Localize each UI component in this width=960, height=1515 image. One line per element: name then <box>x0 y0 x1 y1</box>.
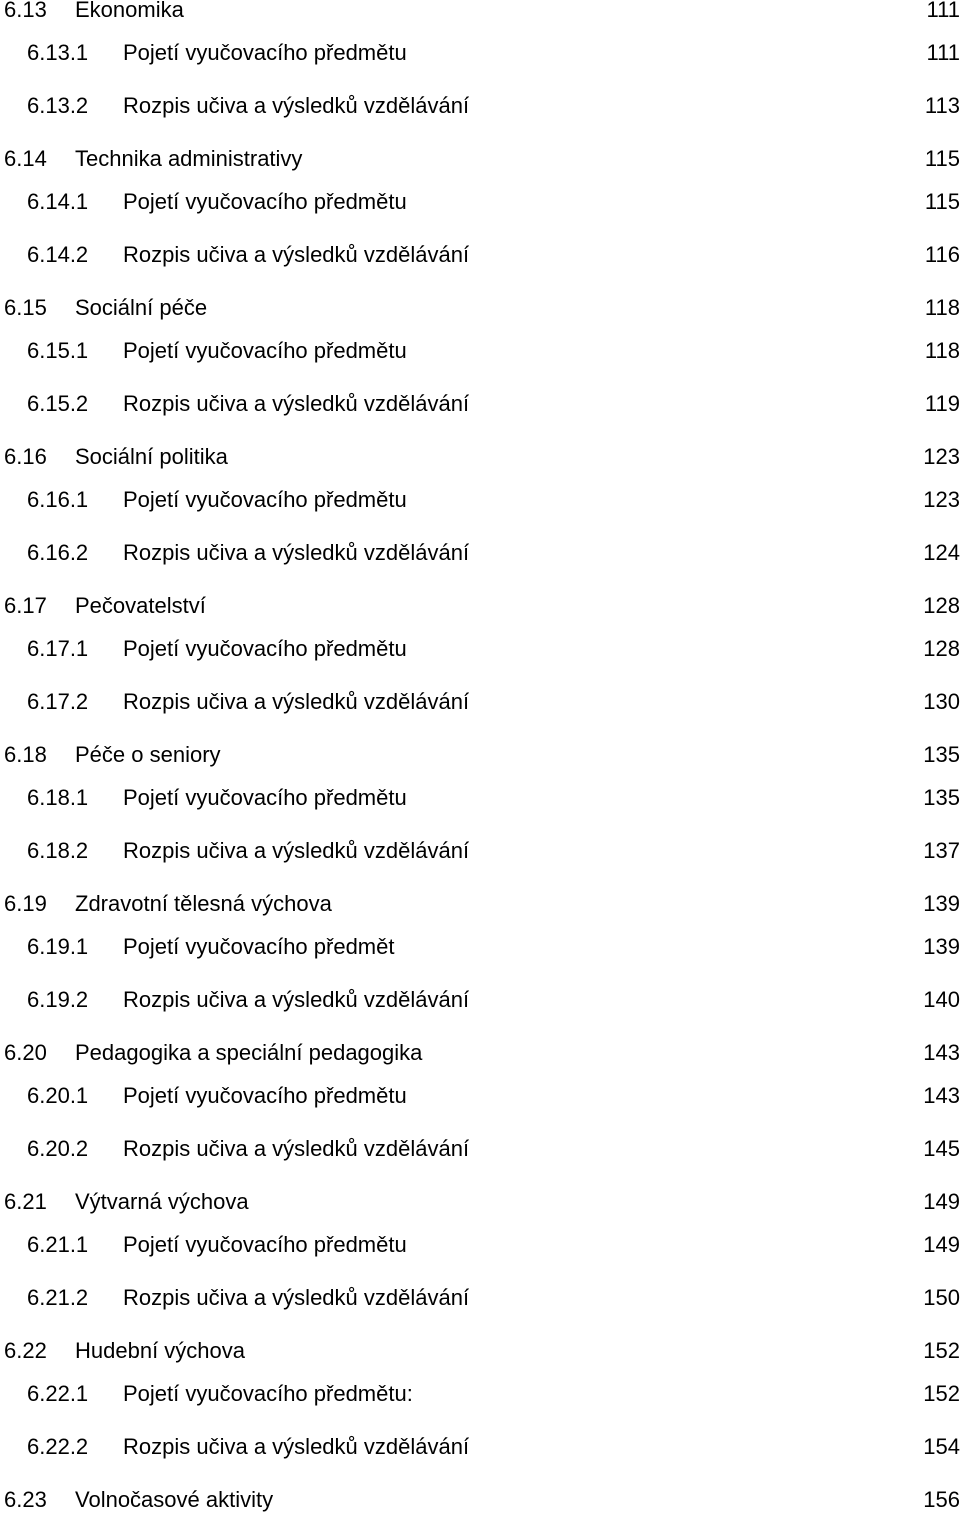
toc-entry-title: Pedagogika a speciální pedagogika <box>75 1040 423 1065</box>
toc-subsection-entry[interactable] <box>0 240 960 270</box>
toc-entry-number: 6.16.1 <box>27 487 89 512</box>
toc-entry-number: 6.19.2 <box>27 987 89 1012</box>
toc-section-entry[interactable] <box>0 293 960 323</box>
toc-entry-title: Pojetí vyučovacího předmětu <box>123 189 407 214</box>
toc-subsection-entry[interactable] <box>0 932 960 962</box>
toc-entry-number: 6.13.2 <box>27 93 89 118</box>
toc-section-entry[interactable] <box>0 1038 960 1068</box>
toc-subsection-entry[interactable] <box>0 687 960 717</box>
toc-section-entry[interactable] <box>0 1485 960 1515</box>
toc-subsection-entry[interactable] <box>0 1081 960 1111</box>
toc-entry-number: 6.18.2 <box>27 838 89 863</box>
toc-entry-number: 6.22.2 <box>27 1434 89 1459</box>
toc-entry-page-number: 140 <box>923 987 960 1012</box>
toc-entry-page-number: 152 <box>923 1338 960 1363</box>
toc-entry-title: Pojetí vyučovacího předmětu <box>123 1232 407 1257</box>
toc-entry-page-number: 149 <box>923 1232 960 1257</box>
toc-subsection-entry[interactable] <box>0 634 960 664</box>
toc-entry-page-number: 149 <box>923 1189 960 1214</box>
toc-entry-number: 6.15.1 <box>27 338 89 363</box>
toc-section-entry[interactable] <box>0 740 960 770</box>
toc-entry-number: 6.22.1 <box>27 1381 89 1406</box>
toc-entry-number: 6.14 <box>4 146 47 171</box>
toc-section-entry[interactable] <box>0 1187 960 1217</box>
toc-entry-page-number: 135 <box>923 785 960 810</box>
toc-subsection-entry[interactable] <box>0 91 960 121</box>
toc-entry-title: Hudební výchova <box>75 1338 245 1363</box>
toc-entry-page-number: 115 <box>924 146 960 171</box>
toc-entry-title: Rozpis učiva a výsledků vzdělávání <box>123 987 470 1012</box>
toc-entry-page-number: 123 <box>923 444 960 469</box>
toc-entry-title: Rozpis učiva a výsledků vzdělávání <box>123 391 470 416</box>
toc-entry-number: 6.21 <box>4 1189 47 1214</box>
toc-entry-title: Rozpis učiva a výsledků vzdělávání <box>123 242 470 267</box>
toc-entry-page-number: 135 <box>923 742 960 767</box>
toc-section-entry[interactable] <box>0 889 960 919</box>
toc-entry-page-number: 113 <box>924 93 960 118</box>
toc-subsection-entry[interactable] <box>0 1134 960 1164</box>
toc-entry-page-number: 130 <box>923 689 960 714</box>
toc-entry-number: 6.17.2 <box>27 689 89 714</box>
toc-subsection-entry[interactable] <box>0 187 960 217</box>
toc-entry-page-number: 152 <box>923 1381 960 1406</box>
toc-entry-title: Rozpis učiva a výsledků vzdělávání <box>123 689 470 714</box>
toc-entry-page-number: 116 <box>924 242 960 267</box>
toc-subsection-entry[interactable] <box>0 1432 960 1462</box>
toc-entry-number: 6.20 <box>4 1040 47 1065</box>
toc-entry-number: 6.16.2 <box>27 540 89 565</box>
toc-entry-number: 6.15 <box>4 295 47 320</box>
toc-entry-page-number: 118 <box>924 295 960 320</box>
toc-entry-page-number: 124 <box>923 540 960 565</box>
toc-entry-title: Pečovatelství <box>75 593 206 618</box>
toc-entry-title: Výtvarná výchova <box>75 1189 249 1214</box>
toc-entry-page-number: 156 <box>923 1487 960 1512</box>
toc-entry-page-number: 150 <box>923 1285 960 1310</box>
toc-subsection-entry[interactable] <box>0 336 960 366</box>
toc-entry-title: Pojetí vyučovacího předmětu <box>123 785 407 810</box>
toc-entry-page-number: 128 <box>923 636 960 661</box>
toc-entry-title: Zdravotní tělesná výchova <box>75 891 332 916</box>
toc-entry-title: Ekonomika <box>75 0 184 22</box>
toc-subsection-entry[interactable] <box>0 485 960 515</box>
toc-entry-title: Sociální politika <box>75 444 228 469</box>
toc-entry-page-number: 119 <box>924 391 960 416</box>
toc-entry-title: Rozpis učiva a výsledků vzdělávání <box>123 1136 470 1161</box>
toc-entry-title: Volnočasové aktivity <box>75 1487 274 1512</box>
toc-subsection-entry[interactable] <box>0 1230 960 1260</box>
toc-entry-title: Rozpis učiva a výsledků vzdělávání <box>123 93 470 118</box>
toc-entry-number: 6.17.1 <box>27 636 89 661</box>
toc-entry-title: Pojetí vyučovacího předmětu <box>123 636 407 661</box>
toc-entry-number: 6.20.2 <box>27 1136 89 1161</box>
toc-entry-number: 6.22 <box>4 1338 47 1363</box>
toc-entry-number: 6.21.2 <box>27 1285 89 1310</box>
toc-entry-page-number: 139 <box>923 934 960 959</box>
toc-entry-page-number: 145 <box>923 1136 960 1161</box>
toc-entry-number: 6.18 <box>4 742 47 767</box>
toc-entry-title: Péče o seniory <box>75 742 221 767</box>
toc-subsection-entry[interactable] <box>0 538 960 568</box>
toc-entry-number: 6.21.1 <box>27 1232 89 1257</box>
toc-entry-title: Rozpis učiva a výsledků vzdělávání <box>123 1285 470 1310</box>
toc-subsection-entry[interactable] <box>0 985 960 1015</box>
toc-entry-title: Pojetí vyučovacího předmět <box>123 934 395 959</box>
toc-section-entry[interactable] <box>0 591 960 621</box>
toc-subsection-entry[interactable] <box>0 1283 960 1313</box>
toc-entry-page-number: 154 <box>923 1434 960 1459</box>
toc-entry-page-number: 139 <box>923 891 960 916</box>
toc-entry-number: 6.17 <box>4 593 47 618</box>
toc-entry-page-number: 143 <box>923 1083 960 1108</box>
toc-entry-title: Rozpis učiva a výsledků vzdělávání <box>123 540 470 565</box>
toc-entry-title: Technika administrativy <box>75 146 303 171</box>
toc-entry-page-number: 137 <box>923 838 960 863</box>
toc-subsection-entry[interactable] <box>0 783 960 813</box>
toc-entry-page-number: 111 <box>926 0 960 22</box>
toc-entry-page-number: 115 <box>924 189 960 214</box>
toc-entry-page-number: 123 <box>923 487 960 512</box>
toc-entry-number: 6.13.1 <box>27 40 89 65</box>
toc-entry-page-number: 118 <box>924 338 960 363</box>
toc-entry-number: 6.19.1 <box>27 934 89 959</box>
toc-subsection-entry[interactable] <box>0 389 960 419</box>
toc-entry-page-number: 128 <box>923 593 960 618</box>
toc-entry-number: 6.14.1 <box>27 189 89 214</box>
toc-subsection-entry[interactable] <box>0 836 960 866</box>
toc-entry-number: 6.14.2 <box>27 242 89 267</box>
toc-subsection-entry[interactable] <box>0 1379 960 1409</box>
toc-entry-title: Rozpis učiva a výsledků vzdělávání <box>123 838 470 863</box>
toc-entry-number: 6.16 <box>4 444 47 469</box>
toc-entry-number: 6.20.1 <box>27 1083 89 1108</box>
toc-entry-number: 6.15.2 <box>27 391 89 416</box>
toc-entry-title: Rozpis učiva a výsledků vzdělávání <box>123 1434 470 1459</box>
toc-entry-number: 6.13 <box>4 0 47 22</box>
toc-entry-page-number: 143 <box>923 1040 960 1065</box>
toc-entry-number: 6.23 <box>4 1487 47 1512</box>
toc-entry-page-number: 111 <box>926 40 960 65</box>
toc-entry-title: Pojetí vyučovacího předmětu: <box>123 1381 413 1406</box>
toc-entry-title: Pojetí vyučovacího předmětu <box>123 487 407 512</box>
toc-section-entry[interactable] <box>0 442 960 472</box>
toc-entry-title: Pojetí vyučovacího předmětu <box>123 40 407 65</box>
toc-section-entry[interactable] <box>0 144 960 174</box>
toc-entry-title: Sociální péče <box>75 295 208 320</box>
toc-section-entry[interactable] <box>0 0 960 25</box>
toc-entry-number: 6.18.1 <box>27 785 89 810</box>
toc-subsection-entry[interactable] <box>0 38 960 68</box>
toc-entry-title: Pojetí vyučovacího předmětu <box>123 338 407 363</box>
toc-section-entry[interactable] <box>0 1336 960 1366</box>
toc-entry-title: Pojetí vyučovacího předmětu <box>123 1083 407 1108</box>
toc-entry-number: 6.19 <box>4 891 47 916</box>
